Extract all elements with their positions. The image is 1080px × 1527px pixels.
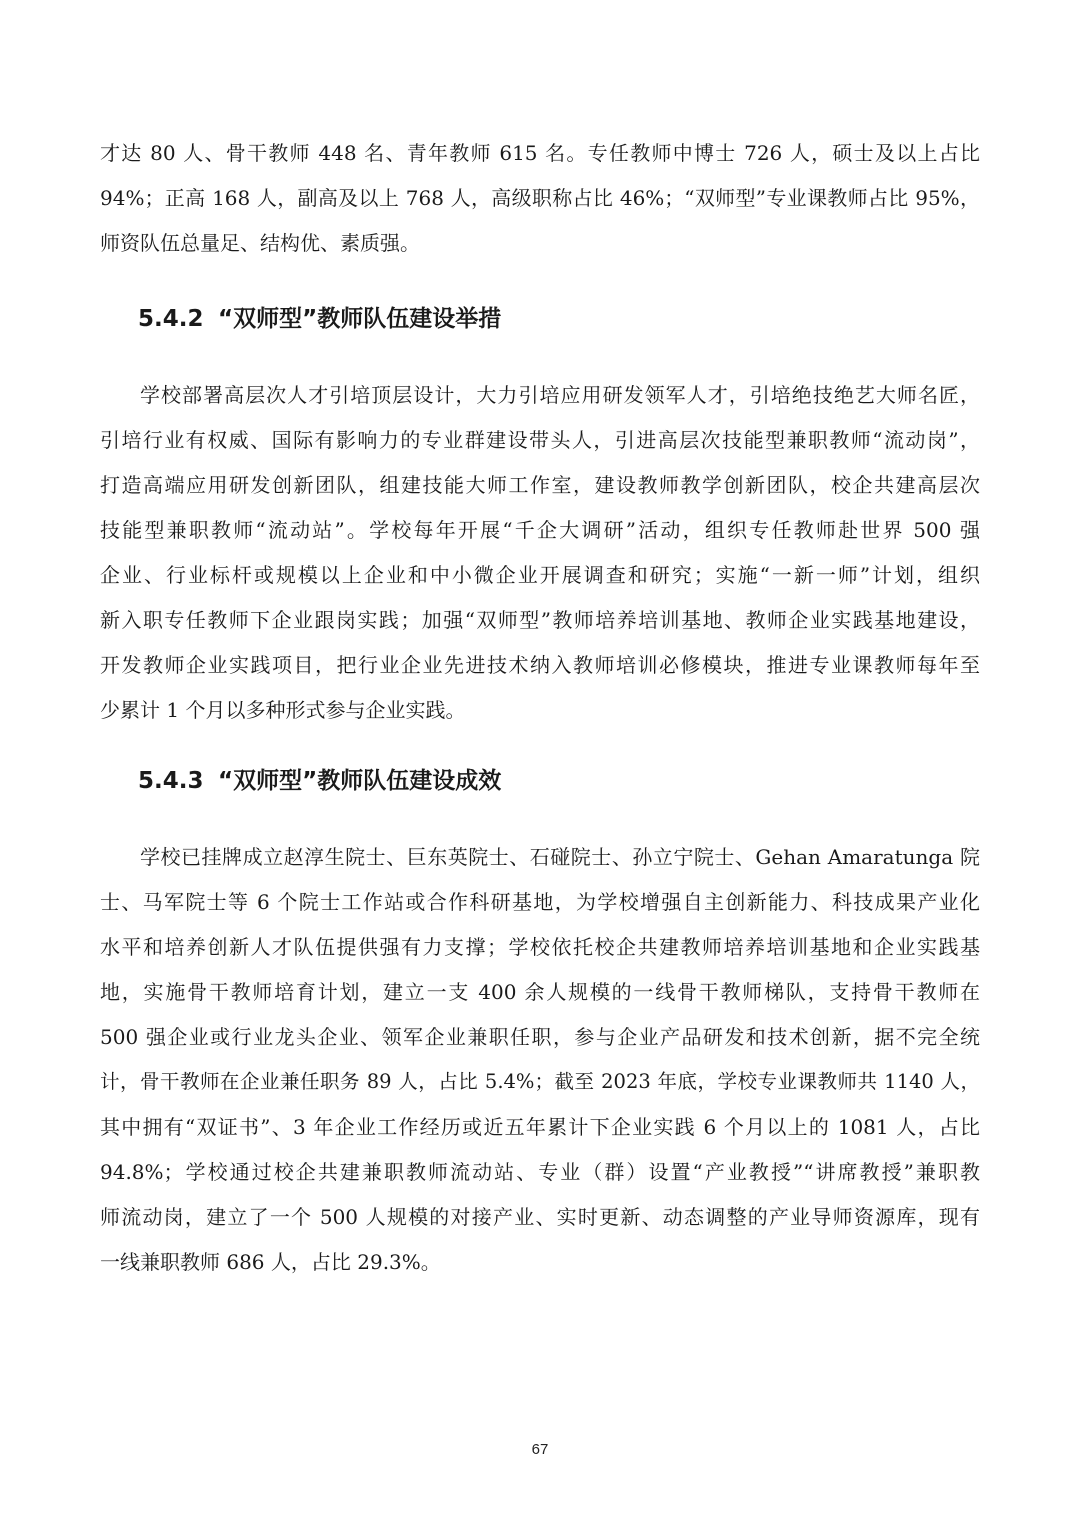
paragraph-line: 企业、行业标杆或规模以上企业和中小微企业开展调查和研究；实施“一新一师”计划，组织: [100, 563, 980, 587]
paragraph-line: 94%；正高 168 人，副高及以上 768 人，高级职称占比 46%；“双师型”专业课教师占比 95%，: [100, 186, 980, 210]
paragraph-line: 94.8%；学校通过校企共建兼职教师流动站、专业（群）设置“产业教授”“讲席教授”兼职教: [100, 1160, 980, 1184]
paragraph-line: 新入职专任教师下企业跟岗实践；加强“双师型”教师培养培训基地、教师企业实践基地建设，: [100, 608, 980, 632]
section-number: 5.4.2: [138, 306, 204, 332]
paragraph-line: 才达 80 人、骨干教师 448 名、青年教师 615 名。专任教师中博士 726 人，硕士及以上占比: [100, 141, 980, 165]
section-title: “双师型”教师队伍建设举措: [218, 306, 502, 332]
section-number: 5.4.3: [138, 768, 204, 794]
paragraph-line: 计，骨干教师在企业兼任职务 89 人，占比 5.4%；截至 2023 年底，学校专业课教师共 1140 人，: [100, 1070, 980, 1093]
paragraph-line: 少累计 1 个月以多种形式参与企业实践。: [100, 698, 466, 722]
paragraph-line: 士、马军院士等 6 个院士工作站或合作科研基地，为学校增强自主创新能力、科技成果产业化: [100, 890, 980, 914]
paragraph-line: 技能型兼职教师“流动站”。学校每年开展“千企大调研”活动，组织专任教师赴世界 500 强: [100, 518, 980, 542]
paragraph-line: 引培行业有权威、国际有影响力的专业群建设带头人，引进高层次技能型兼职教师“流动岗”，: [100, 428, 980, 452]
section-heading-5-4-2: [138, 304, 501, 334]
paragraph-line: 打造高端应用研发创新团队，组建技能大师工作室，建设教师教学创新团队，校企共建高层次: [100, 473, 980, 497]
paragraph-line: 500 强企业或行业龙头企业、领军企业兼职任职，参与企业产品研发和技术创新，据不完全统: [100, 1025, 980, 1049]
paragraph-line: 师流动岗，建立了一个 500 人规模的对接产业、实时更新、动态调整的产业导师资源库，现有: [100, 1205, 980, 1229]
paragraph-line: 地，实施骨干教师培育计划，建立一支 400 余人规模的一线骨干教师梯队，支持骨干教师在: [100, 980, 980, 1004]
paragraph-line: 水平和培养创新人才队伍提供强有力支撑；学校依托校企共建教师培养培训基地和企业实践基: [100, 935, 980, 959]
section-title: “双师型”教师队伍建设成效: [218, 768, 502, 794]
paragraph-line: 学校已挂牌成立赵淳生院士、巨东英院士、石碰院士、孙立宁院士、Gehan Amaratunga 院: [140, 845, 980, 869]
paragraph-line: 师资队伍总量足、结构优、素质强。: [100, 231, 420, 255]
paragraph-line: 其中拥有“双证书”、3 年企业工作经历或近五年累计下企业实践 6 个月以上的 1081 人，占比: [100, 1115, 980, 1139]
paragraph-line: 一线兼职教师 686 人，占比 29.3%。: [100, 1250, 441, 1274]
page-number: 67: [531, 1441, 549, 1458]
paragraph-line: 学校部署高层次人才引培顶层设计，大力引培应用研发领军人才，引培绝技绝艺大师名匠，: [140, 383, 980, 407]
section-heading-5-4-3: [138, 766, 501, 796]
paragraph-line: 开发教师企业实践项目，把行业企业先进技术纳入教师培训必修模块，推进专业课教师每年至: [100, 653, 980, 677]
